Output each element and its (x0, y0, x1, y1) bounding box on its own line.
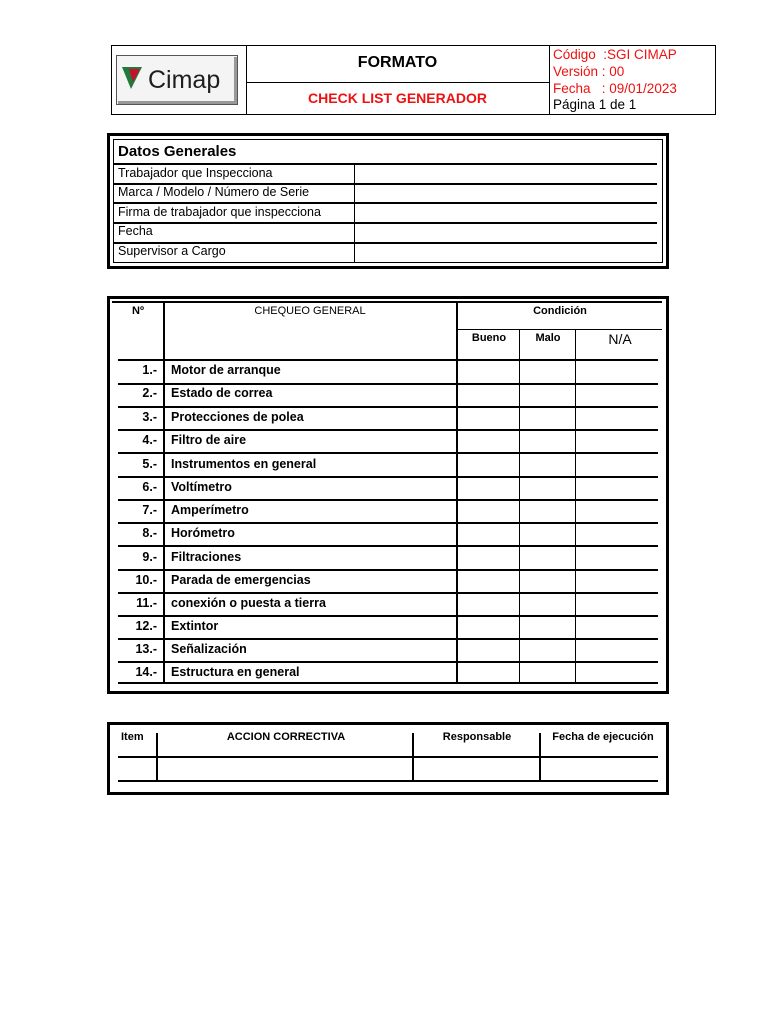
input-fecha-ejecucion[interactable] (542, 758, 658, 779)
header-item: Item (121, 731, 144, 743)
item-label: Motor de arranque (171, 363, 281, 377)
pagina-value: Página 1 de 1 (553, 97, 637, 112)
column-divider (519, 329, 520, 682)
input-firma[interactable] (356, 204, 656, 221)
item-number: 4.- (142, 433, 157, 447)
column-divider (575, 329, 576, 682)
item-label: Filtro de aire (171, 433, 247, 447)
input-item[interactable] (119, 758, 155, 779)
input-supervisor[interactable] (356, 244, 656, 261)
item-label: Horómetro (171, 526, 235, 540)
item-number: 7.- (142, 503, 157, 517)
cimap-logo (116, 55, 238, 105)
header-fecha-ejecucion: Fecha de ejecución (552, 731, 654, 743)
item-number: 2.- (142, 386, 157, 400)
header-numero: Nº (132, 305, 144, 317)
item-label: Filtraciones (171, 550, 242, 564)
field-label-fecha: Fecha (118, 224, 153, 238)
codigo-value: Código :SGI CIMAP (553, 47, 677, 62)
item-number: 13.- (135, 642, 157, 656)
item-label: conexión o puesta a tierra (171, 596, 326, 610)
item-label: Instrumentos en general (171, 457, 317, 471)
field-label-marca-modelo: Marca / Modelo / Número de Serie (118, 185, 310, 199)
logo-text: Cimap (148, 66, 221, 94)
item-label: Voltímetro (171, 480, 232, 494)
item-number: 14.- (135, 665, 157, 679)
field-label-firma: Firma de trabajador que inspecciona (118, 205, 321, 219)
header-chequeo-general: CHEQUEO GENERAL (254, 305, 366, 317)
row-divider (118, 682, 658, 684)
item-label: Extintor (171, 619, 219, 633)
document-subtitle: CHECK LIST GENERADOR (308, 90, 487, 106)
item-label: Amperímetro (171, 503, 249, 517)
datos-generales-title: Datos Generales (118, 143, 237, 160)
header-bueno: Bueno (471, 332, 507, 344)
item-label: Protecciones de polea (171, 410, 304, 424)
bueno-column-cells[interactable] (458, 361, 519, 681)
row-divider (118, 780, 658, 782)
field-label-trabajador: Trabajador que Inspecciona (118, 166, 273, 180)
item-number: 10.- (135, 573, 157, 587)
table-border (112, 301, 662, 303)
header-malo: Malo (535, 332, 561, 344)
item-label: Señalización (171, 642, 247, 656)
header-responsable: Responsable (442, 731, 512, 743)
item-number: 1.- (142, 363, 157, 377)
item-number: 9.- (142, 550, 157, 564)
item-number: 11.- (136, 596, 157, 610)
item-number: 8.- (142, 526, 157, 540)
header-condicion: Condición (533, 305, 587, 317)
input-accion-correctiva[interactable] (159, 758, 411, 779)
item-number: 12.- (135, 619, 157, 633)
item-label: Parada de emergencias (171, 573, 311, 587)
item-number: 3.- (142, 410, 157, 424)
input-trabajador[interactable] (356, 165, 656, 182)
field-label-supervisor: Supervisor a Cargo (118, 244, 226, 258)
item-label: Estructura en general (171, 665, 300, 679)
header-divider (246, 82, 549, 83)
input-marca-modelo[interactable] (356, 185, 656, 201)
input-fecha[interactable] (356, 224, 656, 241)
item-number: 5.- (142, 457, 157, 471)
document-header (111, 45, 716, 115)
header-na: N/A (608, 331, 632, 347)
item-label: Estado de correa (171, 386, 273, 400)
version-value: Versión : 00 (553, 64, 625, 79)
input-responsable[interactable] (415, 758, 538, 779)
item-number: 6.- (142, 480, 157, 494)
malo-column-cells[interactable] (521, 361, 575, 681)
column-divider (354, 163, 355, 263)
header-divider (549, 46, 550, 114)
na-column-cells[interactable] (577, 361, 661, 681)
header-divider (457, 329, 662, 330)
fecha-value: Fecha : 09/01/2023 (553, 81, 677, 96)
document-title: FORMATO (357, 54, 438, 71)
header-accion-correctiva: ACCION CORRECTIVA (226, 731, 346, 743)
